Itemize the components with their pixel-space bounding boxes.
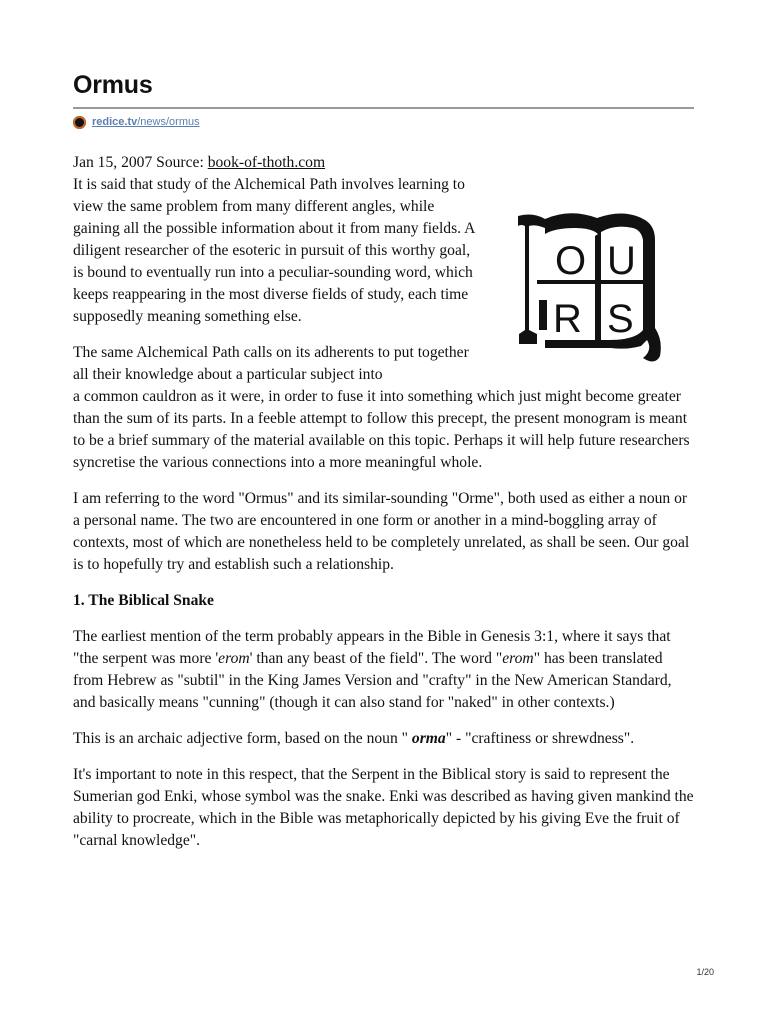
source-domain-link[interactable]: redice.tv: [92, 116, 138, 128]
paragraph-4-part-c: " has been translated from Hebrew as "subtil" in the King James Version and "crafty" in the New American Standard, and basically means "cunning" (though it can also stand for "naked" in other contexts.): [73, 650, 672, 711]
paragraph-5-part-a: This is an archaic adjective form, based on the noun ": [73, 730, 412, 747]
source-path-link[interactable]: /news/ormus: [137, 116, 200, 128]
paragraph-2-part-b: a common cauldron as it were, in order to fuse it into something which just might become greater than the sum of its parts. In a feeble attempt to follow this precept, the present monogram is meant to be a brief summary of the material available on this topic. Perhaps it will help future researchers syncretise the various connections into a more meaningful whole.: [73, 388, 690, 471]
paragraph-5-part-b: " - "craftiness or shrewdness".: [445, 730, 635, 747]
ours-monogram-icon: [515, 210, 665, 370]
monogram-letter-s: S: [607, 297, 634, 341]
title-divider: [73, 107, 694, 109]
paragraph-6: It's important to note in this respect, that the Serpent in the Biblical story is said to represent the Sumerian god Enki, whose symbol was the snake. Enki was described as having given mankind the ability to procreate, which in the Bible was metaphorically depicted by his giving Eve the fruit of "carnal knowledge".: [73, 766, 694, 849]
monogram-letter-u: U: [607, 239, 636, 283]
intro-text: It is said that study of the Alchemical Path involves learning to view the same problem from many different angles, while gaining all the possible information about it from many fields. A diligent researcher of the esoteric in pursuit of this worthy goal, is bound to eventually run into a peculiar-sounding word, which keeps reappearing in the most diverse fields of study, each time supposedly meaning something else.: [73, 176, 475, 325]
paragraph-5: [73, 728, 695, 750]
paragraph-2-part-a: The same Alchemical Path calls on its adherents to put together all their knowledge about a particular subject into: [73, 344, 469, 383]
erom-term: erom: [502, 650, 534, 667]
section-heading-1: 1. The Biblical Snake: [73, 592, 214, 609]
paragraph-3: I am referring to the word "Ormus" and its similar-sounding "Orme", both used as either a noun or a personal name. The two are encountered in one form or another in a mind-boggling array of contexts, most of which are nonetheless held to be completely unrelated, as shall be seen. Our goal is to hopefully try and establish such a relationship.: [73, 490, 690, 573]
paragraph-4-part-b: ' than any beast of the field". The word ": [249, 650, 503, 667]
monogram-letter-o: O: [555, 239, 587, 283]
site-favicon-icon: [73, 116, 86, 129]
date-source-text: Jan 15, 2007 Source:: [73, 154, 208, 171]
monogram-letter-r: R: [553, 297, 582, 341]
paragraph-4: [73, 626, 695, 714]
paragraph-4-part-a: The earliest mention of the term probably appears in the Bible in Genesis 3:1, where it says that "the serpent was more ': [73, 628, 671, 667]
source-line: [73, 114, 200, 130]
erom-term: erom: [218, 650, 250, 667]
page-title: Ormus: [73, 71, 153, 99]
page-number: 1/20: [696, 967, 714, 977]
intro-paragraph: [73, 152, 483, 328]
source-link[interactable]: book-of-thoth.com: [207, 154, 326, 171]
orma-term: orma: [411, 730, 446, 747]
